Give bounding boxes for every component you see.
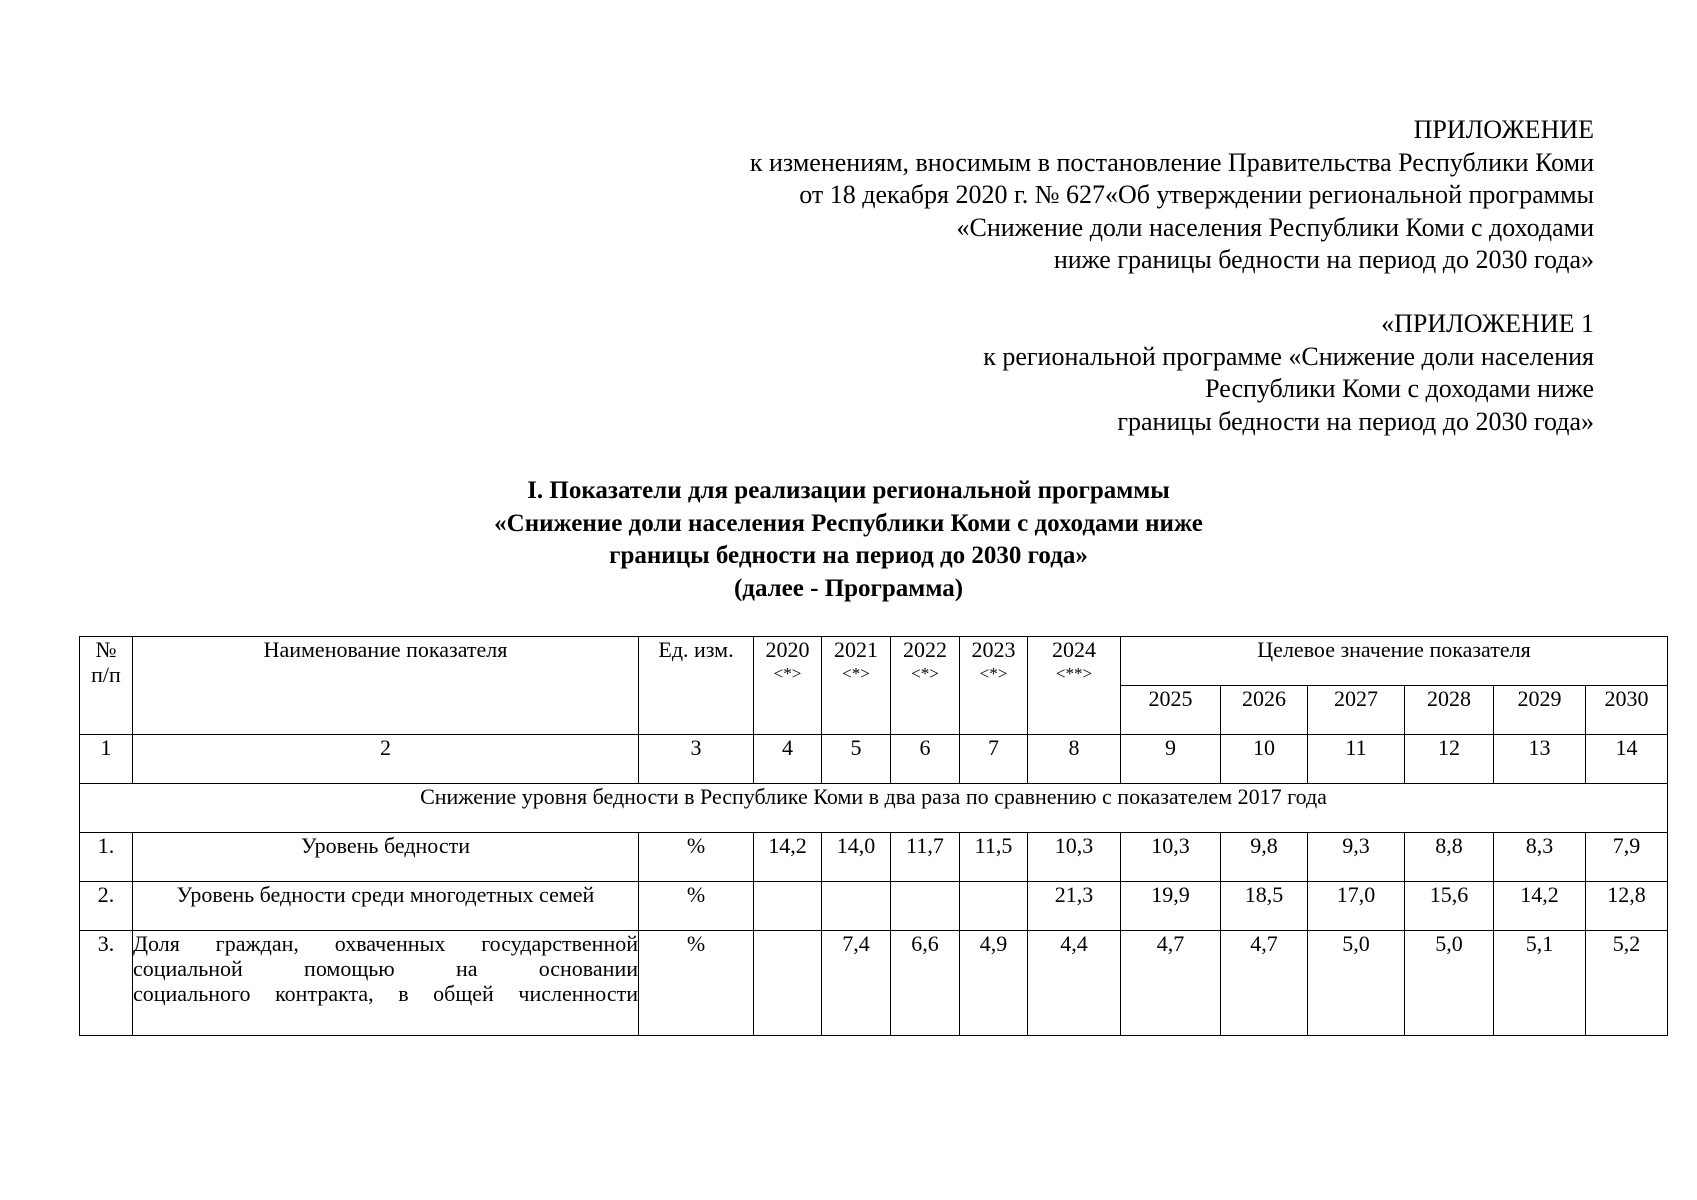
column-number: 9 xyxy=(1121,735,1221,784)
value-cell xyxy=(754,882,822,931)
value-cell: 4,7 xyxy=(1221,931,1308,1036)
value-cell: 10,3 xyxy=(1028,833,1121,882)
header-line: «ПРИЛОЖЕНИЕ 1 xyxy=(1381,309,1594,338)
value-cell: 18,5 xyxy=(1221,882,1308,931)
year-label: 2023 xyxy=(971,637,1016,662)
value-cell: 10,3 xyxy=(1121,833,1221,882)
table-row xyxy=(80,882,1668,931)
column-number: 13 xyxy=(1494,735,1586,784)
column-number: 3 xyxy=(639,735,754,784)
value-cell: 17,0 xyxy=(1308,882,1405,931)
header-line: от 18 декабря 2020 г. № 627«Об утверждении региональной программы xyxy=(799,180,1594,209)
value-cell: 8,8 xyxy=(1405,833,1494,882)
unit-cell: % xyxy=(639,931,754,1036)
footnote-mark: <*> xyxy=(979,664,1008,683)
value-cell xyxy=(960,882,1028,931)
target-year: 2025 xyxy=(1121,686,1221,735)
indicator-name-line: социальной помощью на основании xyxy=(133,956,638,981)
footnote-mark: <*> xyxy=(773,664,802,683)
column-number: 1 xyxy=(80,735,133,784)
row-number: 3. xyxy=(80,931,133,1036)
value-cell: 5,0 xyxy=(1308,931,1405,1036)
value-cell: 5,1 xyxy=(1494,931,1586,1036)
header-year-2021 xyxy=(822,637,891,735)
column-number: 10 xyxy=(1221,735,1308,784)
year-label: 2021 xyxy=(834,637,878,662)
column-number: 11 xyxy=(1308,735,1405,784)
indicator-name: Уровень бедности xyxy=(133,833,639,882)
value-cell: 7,9 xyxy=(1586,833,1668,882)
target-year: 2029 xyxy=(1494,686,1586,735)
value-cell: 14,2 xyxy=(1494,882,1586,931)
section-title: Снижение уровня бедности в Республике Коми в два раза по сравнению с показателем 2017 года xyxy=(80,784,1668,833)
column-number: 6 xyxy=(891,735,960,784)
header-year-2023 xyxy=(960,637,1028,735)
header-year-2024 xyxy=(1028,637,1121,735)
indicator-name xyxy=(133,931,639,1036)
value-cell: 11,5 xyxy=(960,833,1028,882)
title-line: I. Показатели для реализации региональной программы xyxy=(527,477,1170,504)
value-cell: 5,2 xyxy=(1586,931,1668,1036)
table-row xyxy=(80,931,1668,1036)
value-cell: 9,3 xyxy=(1308,833,1405,882)
section-row xyxy=(80,784,1668,833)
unit-cell: % xyxy=(639,882,754,931)
title-line: границы бедности на период до 2030 года» xyxy=(609,542,1088,569)
value-cell: 7,4 xyxy=(822,931,891,1036)
table-header-row xyxy=(80,637,1668,686)
table-row xyxy=(80,833,1668,882)
column-number: 14 xyxy=(1586,735,1668,784)
row-number: 2. xyxy=(80,882,133,931)
value-cell: 19,9 xyxy=(1121,882,1221,931)
year-label: 2024 xyxy=(1052,637,1096,662)
column-number: 5 xyxy=(822,735,891,784)
header-unit: Ед. изм. xyxy=(639,637,754,735)
value-cell xyxy=(754,931,822,1036)
header-line: Республики Коми с доходами ниже xyxy=(1205,374,1594,403)
header-name: Наименование показателя xyxy=(133,637,639,735)
header-num xyxy=(80,637,133,735)
target-year: 2026 xyxy=(1221,686,1308,735)
header-num-abbr: п/п xyxy=(91,662,121,687)
column-number: 8 xyxy=(1028,735,1121,784)
row-number: 1. xyxy=(80,833,133,882)
header-line: «Снижение доли населения Республики Коми с доходами xyxy=(956,212,1594,242)
value-cell: 4,4 xyxy=(1028,931,1121,1036)
value-cell xyxy=(822,882,891,931)
value-cell: 4,9 xyxy=(960,931,1028,1036)
year-label: 2022 xyxy=(903,637,947,662)
indicator-name: Уровень бедности среди многодетных семей xyxy=(133,882,639,931)
value-cell: 11,7 xyxy=(891,833,960,882)
value-cell: 12,8 xyxy=(1586,882,1668,931)
value-cell: 9,8 xyxy=(1221,833,1308,882)
column-number: 4 xyxy=(754,735,822,784)
target-year: 2030 xyxy=(1586,686,1668,735)
header-line: границы бедности на период до 2030 года» xyxy=(1117,406,1594,436)
indicators-table xyxy=(79,636,1668,1036)
header-line: ниже границы бедности на период до 2030 года» xyxy=(1053,245,1594,274)
header-line: к региональной программе «Снижение доли населения xyxy=(983,341,1594,371)
value-cell: 14,0 xyxy=(822,833,891,882)
header-year-2022 xyxy=(891,637,960,735)
column-number: 12 xyxy=(1405,735,1494,784)
indicator-name-line: Доля граждан, охваченных государственной xyxy=(133,931,638,956)
column-numbers-row xyxy=(80,735,1668,784)
value-cell xyxy=(891,882,960,931)
unit-cell: % xyxy=(639,833,754,882)
footnote-mark: <*> xyxy=(842,664,870,683)
value-cell: 5,0 xyxy=(1405,931,1494,1036)
target-year: 2028 xyxy=(1405,686,1494,735)
document-title xyxy=(0,475,1697,605)
year-label: 2020 xyxy=(765,637,810,662)
value-cell: 4,7 xyxy=(1121,931,1221,1036)
target-year: 2027 xyxy=(1308,686,1405,735)
indicator-name-line: социального контракта, в общей численности xyxy=(133,981,638,1006)
appendix-1-header xyxy=(983,308,1594,438)
title-line: (далее - Программа) xyxy=(733,574,964,602)
value-cell: 14,2 xyxy=(754,833,822,882)
footnote-mark: <*> xyxy=(911,664,939,683)
column-number: 2 xyxy=(133,735,639,784)
header-year-2020 xyxy=(754,637,822,735)
header-line: к изменениям, вносимым в постановление Правительства Республики Коми xyxy=(749,147,1594,177)
value-cell: 15,6 xyxy=(1405,882,1494,931)
value-cell: 21,3 xyxy=(1028,882,1121,931)
value-cell: 8,3 xyxy=(1494,833,1586,882)
footnote-mark: <**> xyxy=(1055,664,1093,683)
column-number: 7 xyxy=(960,735,1028,784)
value-cell: 6,6 xyxy=(891,931,960,1036)
header-target-value: Целевое значение показателя xyxy=(1121,637,1668,686)
appendix-header xyxy=(750,114,1594,277)
header-num-symbol: № xyxy=(95,637,117,662)
header-line: ПРИЛОЖЕНИЕ xyxy=(1413,115,1594,144)
title-line: «Снижение доли населения Республики Коми с доходами ниже xyxy=(494,509,1203,537)
